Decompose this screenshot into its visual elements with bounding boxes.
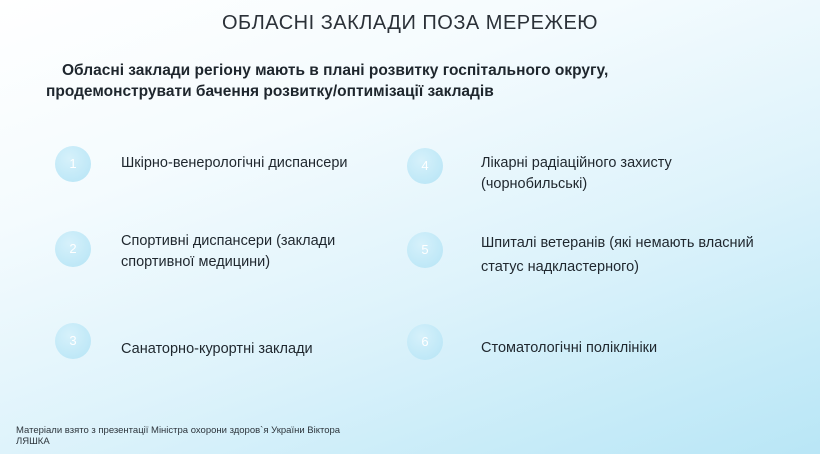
list-item-2-line-2: спортивної медицини) [121,254,271,270]
list-item-4 [481,153,672,195]
list-item-6-line-1: Стоматологічні поліклініки [481,340,658,356]
list-item-2 [121,231,335,273]
list-item-3-line-1: Санаторно-курортні заклади [121,341,313,357]
list-item-1 [121,153,348,174]
item-number-badge-1: 1 [55,146,91,182]
list-item-4-line-2: (чорнобильські) [481,176,588,192]
list-item-5 [481,231,754,279]
list-item-5-line-1: Шпиталі ветеранів (які немають власний [481,235,754,251]
list-item-6 [481,338,657,359]
source-footnote-line-1: Матеріали взято з презентації Міністра охорони здоров`я України Віктора [16,425,341,436]
item-number-badge-6: 6 [407,324,443,360]
list-item-4-line-1: Лікарні радіаційного захисту [481,155,672,171]
slide-title: ОБЛАСНІ ЗАКЛАДИ ПОЗА МЕРЕЖЕЮ [222,12,598,34]
lead-line-1: Обласні заклади регіону мають в плані розвитку госпітального округу, [62,62,609,79]
item-number-badge-3: 3 [55,323,91,359]
source-footnote-line-2: ЛЯШКА [16,436,50,447]
list-item-3 [121,339,313,360]
lead-line-2: продемонструвати бачення розвитку/оптимізації закладів [46,83,494,100]
item-number-badge-4: 4 [407,148,443,184]
item-number-badge-5: 5 [407,232,443,268]
list-item-5-line-2: статус надкластерного) [481,259,639,275]
source-footnote [16,425,416,447]
list-item-2-line-1: Спортивні диспансери (заклади [121,233,336,249]
list-item-1-line-1: Шкірно-венерологічні диспансери [121,155,348,171]
lead-text [46,60,766,102]
item-number-badge-2: 2 [55,231,91,267]
